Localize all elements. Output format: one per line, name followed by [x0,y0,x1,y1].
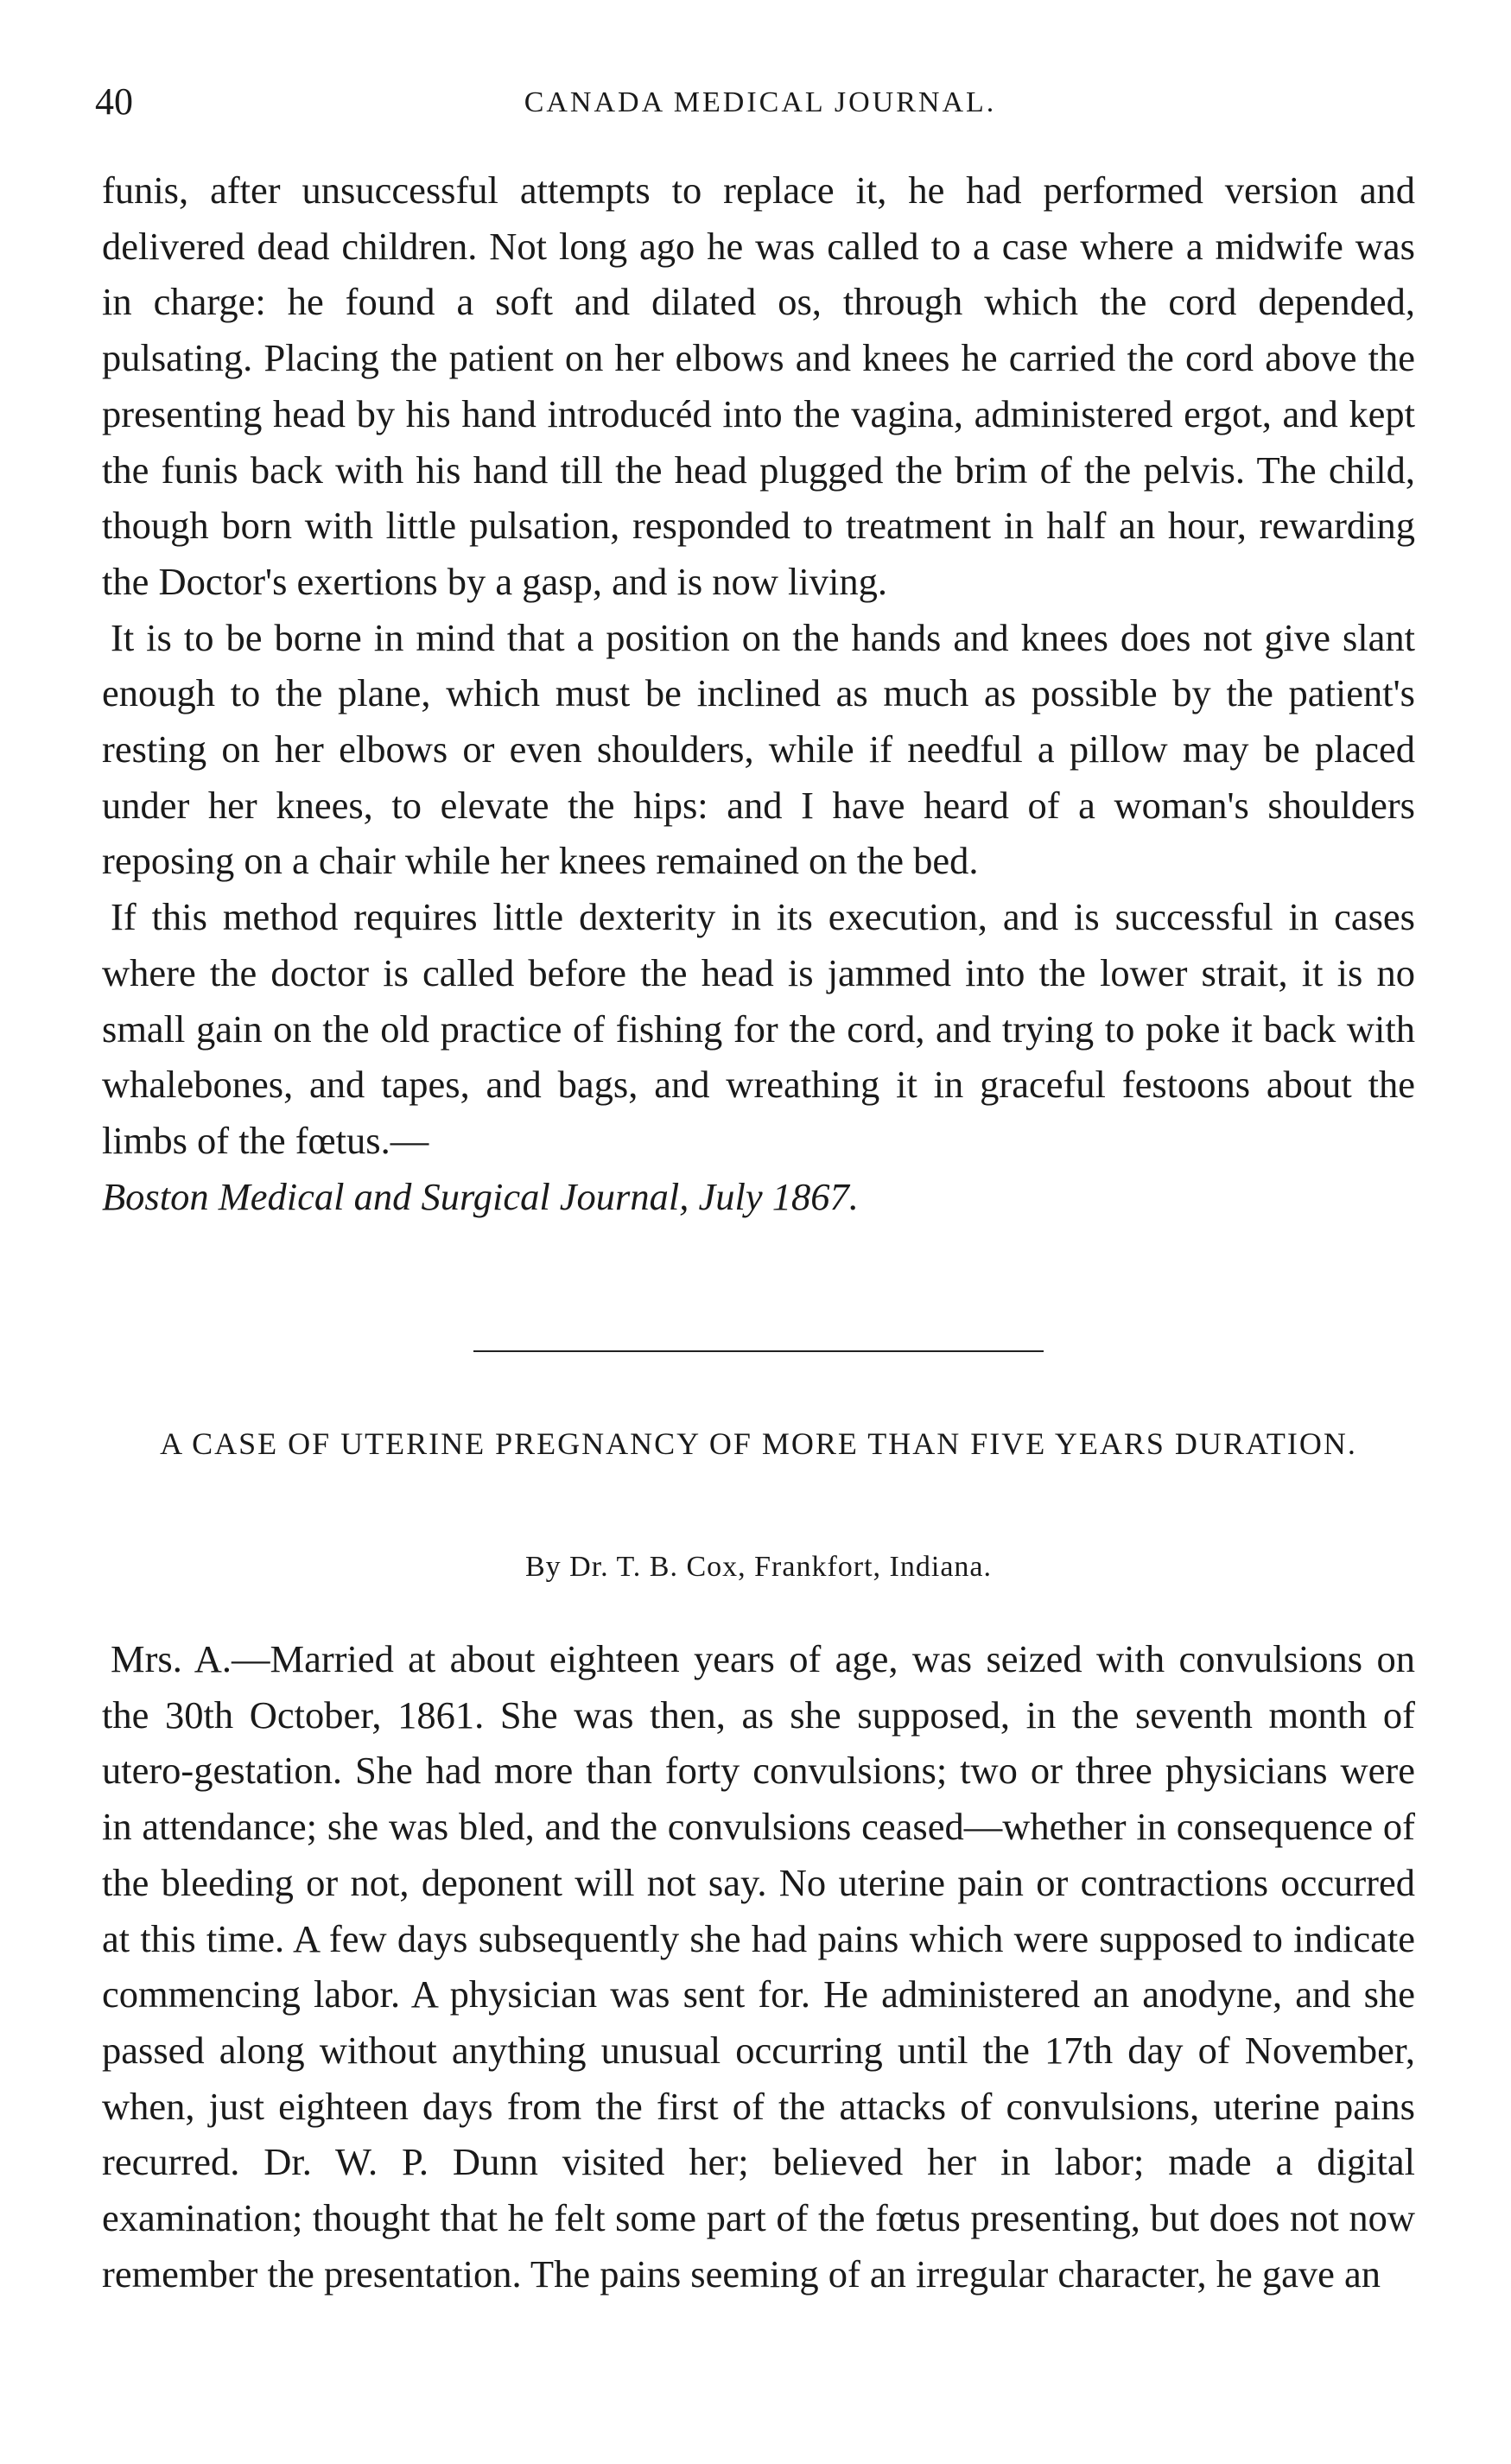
paragraph-text: If this method requires little dexterity in its execution, and is successful in cases where the doctor is called before the head is jammed into the lower strait, it is no small gain on the old practice of fishing for the cord, and trying to poke it back with whalebones, and tapes, and bags, and wreathing it in graceful festoons about the limbs of the fœtus.— [102,895,1415,1162]
section-divider [473,1350,1044,1352]
paragraph: Mrs. A.—Married at about eighteen years of age, was seized with convulsions on the 30th October, 1861. She was then, as she supposed, in the seventh month of utero-gestation. She had more than forty convulsions; two or three physicians were in attendance; she was bled, and the convulsions ceased—whether in consequence of the bleeding or not, deponent will not say. No uterine pain or contractions occurred at this time. A few days subsequently she had pains which were supposed to indicate commencing labor. A physician was sent for. He administered an anodyne, and she passed along without anything unusual occurring until the 17th day of November, when, just eighteen days from the first of the attacks of convulsions, uterine pains recurred. Dr. W. P. Dunn visited her; believed her in labor; made a digital examination; thought that he felt some part of the fœtus presenting, but does not now remember the presentation. The pains seeming of an irregular character, he gave an [102,1637,1415,2296]
paragraph [102,889,1415,1224]
running-head [95,79,1425,131]
paragraph: It is to be borne in mind that a position on the hands and knees does not give slant enough to the plane, which must be inclined as much as possible by the patient's resting on her elbows or even shoulders, while if needful a pillow may be placed under her knees, to elevate the hips: and I have heard of a woman's shoulders reposing on a chair while her knees remained on the bed. [102,615,1415,883]
journal-title: CANADA MEDICAL JOURNAL. [524,86,997,118]
article-title: A CASE OF UTERINE PREGNANCY OF MORE THAN FIVE YEARS DURATION. [160,1426,1357,1461]
citation: Boston Medical and Surgical Journal, July 1867. [102,1174,859,1218]
article-body [102,1631,1415,2302]
continued-article-text [102,162,1415,1224]
article-byline: By Dr. T. B. Cox, Frankfort, Indiana. [524,1551,993,1583]
paragraph: funis, after unsuccessful attempts to replace it, he had performed version and delivered dead children. Not long ago he was called to a case where a midwife was in charge: he found a soft and dilated os, through which the cord depended, pulsating. Placing the patient on her elbows and knees he carried the cord above the presenting head by his hand introducéd into the vagina, administered ergot, and kept the funis back with his hand till the head plugged the brim of the pelvis. The child, though born with little pulsation, responded to treatment in half an hour, rewarding the Doctor's exertions by a gasp, and is now living. [102,168,1415,603]
page-number: 40 [95,80,133,123]
